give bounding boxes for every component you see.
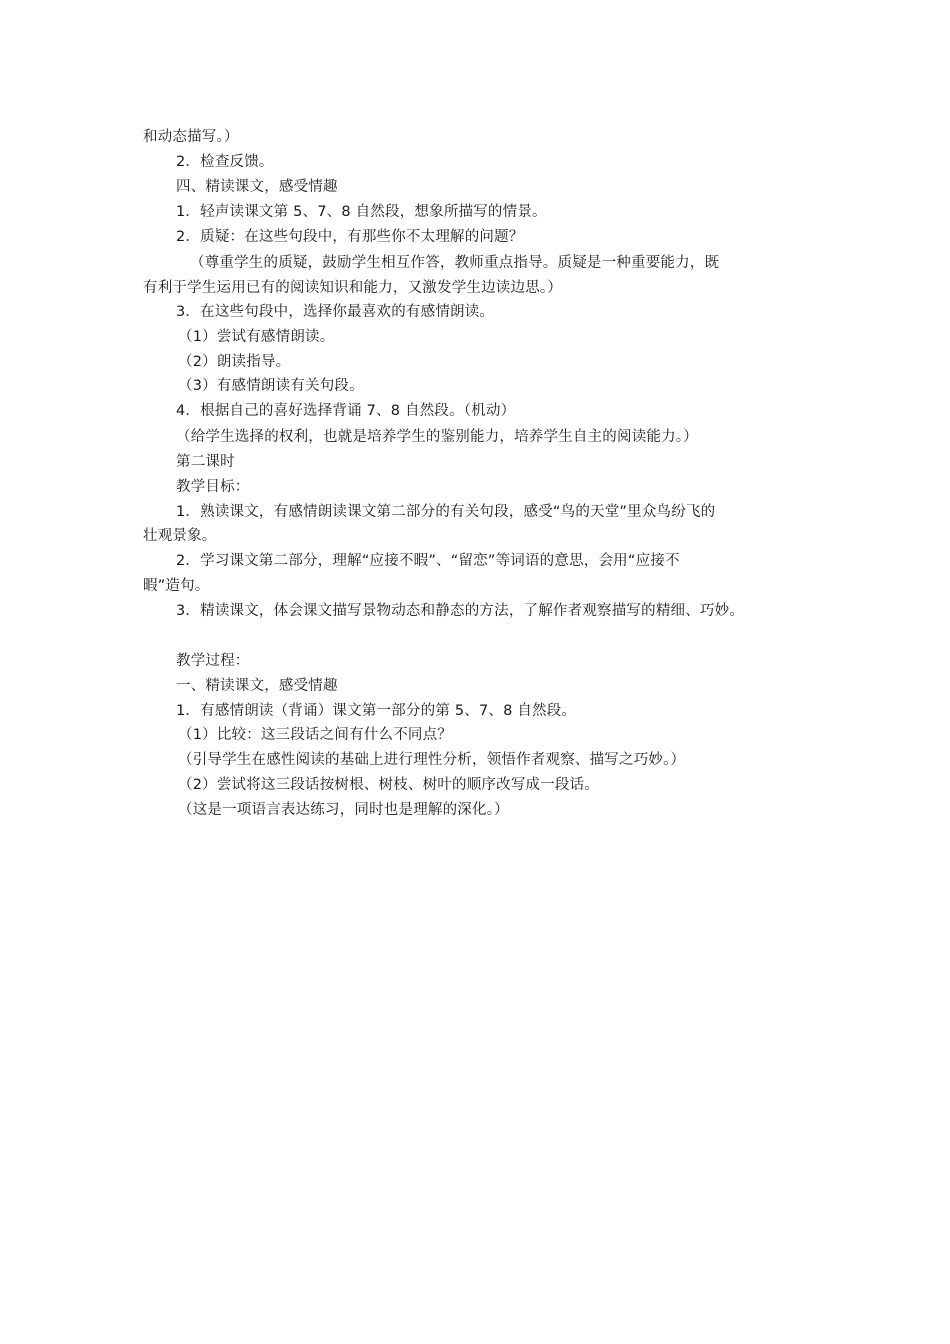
section-heading: 一、精读课文，感受情趣 xyxy=(176,678,338,694)
text-line: （2）朗读指导。 xyxy=(178,354,291,370)
text-line: 4．根据自己的喜好选择背诵 7、8 自然段。（机动） xyxy=(176,403,516,419)
section-heading: 第二课时 xyxy=(176,454,235,470)
text-line: （尊重学生的质疑，鼓励学生相互作答，教师重点指导。质疑是一种重要能力，既 xyxy=(190,255,720,271)
text-line: （3）有感情朗读有关句段。 xyxy=(178,378,364,394)
text-line: （引导学生在感性阅读的基础上进行理性分析，领悟作者观察、描写之巧妙。） xyxy=(178,752,686,768)
text-line: 2．检查反馈。 xyxy=(176,154,274,170)
text-line: 2．学习课文第二部分，理解“应接不暇”、“留恋”等词语的意思，会用“应接不 xyxy=(176,553,680,569)
section-heading: 教学过程： xyxy=(176,653,250,669)
text-line: （1）比较：这三段话之间有什么不同点？ xyxy=(178,727,453,743)
text-line: （2）尝试将这三段话按树根、树枝、树叶的顺序改写成一段话。 xyxy=(178,777,600,793)
text-line: （这是一项语言表达练习，同时也是理解的深化。） xyxy=(178,802,509,818)
text-line: （1）尝试有感情朗读。 xyxy=(178,329,335,345)
text-line: 3．在这些句段中，选择你最喜欢的有感情朗读。 xyxy=(176,304,495,320)
text-line: （给学生选择的权利，也就是培养学生的鉴别能力，培养学生自主的阅读能力。） xyxy=(176,429,698,445)
text-line: 壮观景象。 xyxy=(143,528,217,544)
text-line: 1．轻声读课文第 5、7、8 自然段，想象所描写的情景。 xyxy=(176,204,547,220)
text-line: 有利于学生运用已有的阅读知识和能力，又激发学生边读边思。） xyxy=(143,280,563,296)
text-line: 暇”造句。 xyxy=(143,578,210,594)
text-line: 1．有感情朗读（背诵）课文第一部分的第 5、7、8 自然段。 xyxy=(176,703,577,719)
text-line: 1．熟读课文，有感情朗读课文第二部分的有关句段，感受“鸟的天堂”里众鸟纷飞的 xyxy=(176,504,716,520)
section-heading: 教学目标： xyxy=(176,479,250,495)
section-heading: 四、精读课文，感受情趣 xyxy=(176,179,338,195)
text-line: 2．质疑：在这些句段中，有那些你不太理解的问题？ xyxy=(176,229,524,245)
text-line: 3．精读课文，体会课文描写景物动态和静态的方法，了解作者观察描写的精细、巧妙。 xyxy=(176,603,745,619)
text-line: 和动态描写。） xyxy=(143,129,239,145)
